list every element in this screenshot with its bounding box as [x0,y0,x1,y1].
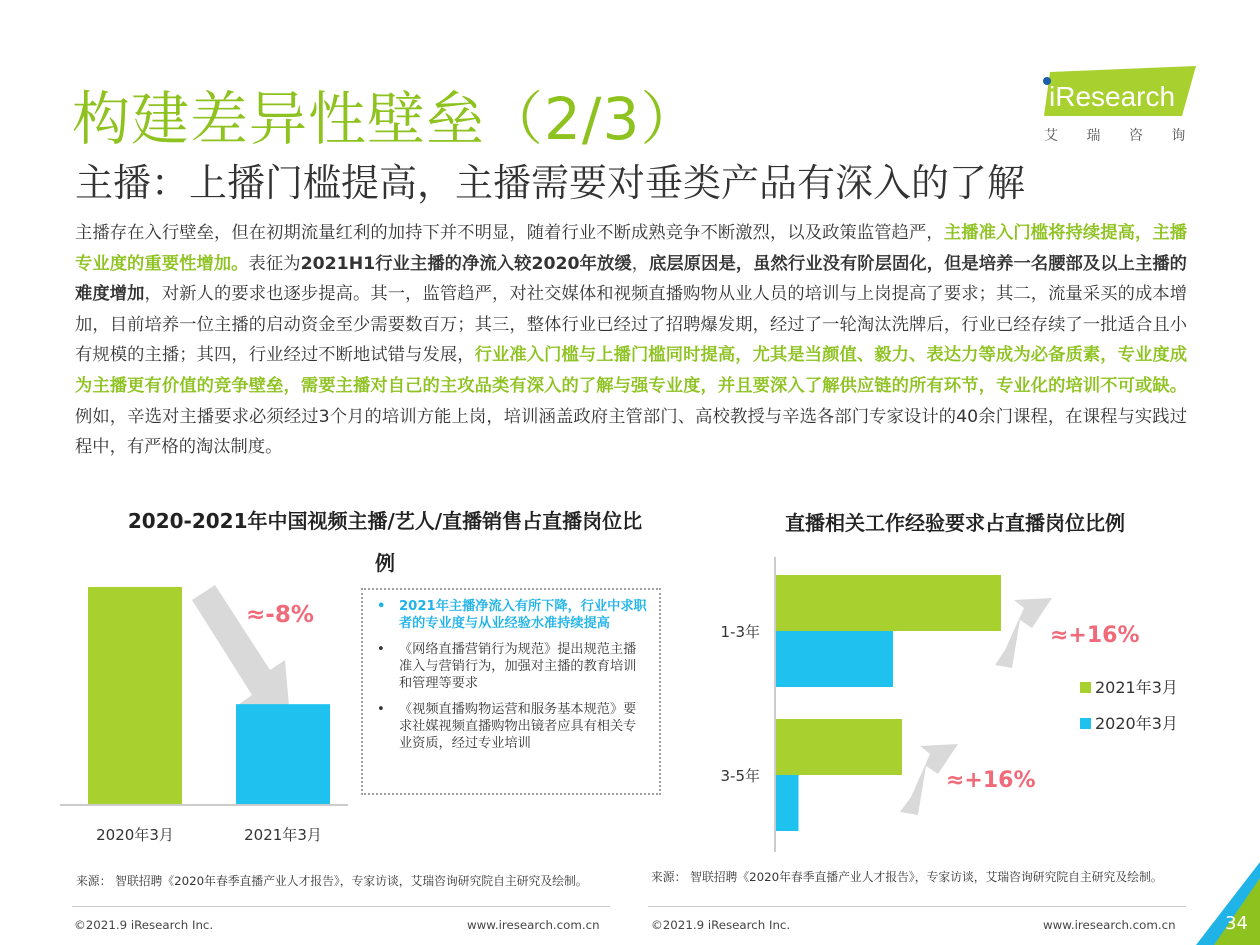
logo-tagline: 艾 瑞 咨 询 [1044,128,1198,144]
footer-copyright-left: ©2021.9 iResearch Inc. [74,918,214,932]
footer-url-right: www.iresearch.com.cn [1043,918,1176,932]
y-tick-label-right-1: 1-3年 [720,623,760,641]
note-item-2: • 《网络直播营销行为规范》提出规范主播准入与营销行为，加强对主播的教育培训和管理等要求 [377,642,637,691]
annotation-right-1: ≈+16% [1050,623,1140,648]
left-chart-title: 2020-2021年中国视频主播/艺人/直播销售占直播岗位比例 [127,509,643,575]
note-item-1: • 2021年主播净流入有所下降，行业中求职者的专业度与从业经验水准持续提高 [377,599,647,631]
body-paragraph: 主播存在入行壁垒，但在初期流量红利的加持下并不明显，随着行业不断成熟竞争不断激烈，以及政策监管趋严，主播准入门槛将持续提高，主播专业度的重要性增加。表征为2021H1行业主播的净流入较2020年放缓，底层原因是，虽然行业没有阶层固化，但是培养一名腰部及以上主播的难度增加，对新人的要求也逐步提高。其一，监管趋严，对社交媒体和视频直播购物从业人员的培训与上岗提高了要求；其二，流量采买的成本增加，目前培养一位主播的启动资金至少需要数百万；其三，整体行业已经过了招聘爆发期，经过了一轮淘汰洗牌后，行业已经存续了一批适合且小有规模的主播；其四，行业经过不断地试错与发展，行业准入门槛与上播门槛同时提高，尤其是当颜值、毅力、表达力等成为必备质素，专业度成为主播更有价值的竞争壁垒，需要主播对自己的主攻品类有深入的了解与强专业度，并且要深入了解供应链的所有环节，专业化的培训不可或缺。例如，辛选对主播要求必须经过3个月的培训方能上岗，培训涵盖政府主管部门、高校教授与辛选各部门专家设计的40余门课程，在课程与实践过程中，有严格的淘汰制度。 [75,223,1187,458]
x-tick-label-left-2: 2021年3月 [244,826,322,844]
source-note-right: 来源： 智联招聘《2020年春季直播产业人才报告》，专家访谈，艾瑞咨询研究院自主研究及绘制。 [651,870,1163,884]
annotation-right-2: ≈+16% [946,768,1036,793]
page-number: 34 [1225,913,1248,934]
page-title: 构建差异性壁垒（2/3） [72,85,700,153]
legend-label-1: 2021年3月 [1095,678,1178,697]
y-tick-label-right-2: 3-5年 [720,767,760,785]
right-chart-title: 直播相关工作经验要求占直播岗位比例 [785,511,1125,535]
note-item-3: • 《视频直播购物运营和服务基本规范》要求社媒视频直播购物出镜者应具有相关专业资质，经过专业培训 [377,702,637,751]
x-tick-label-left-1: 2020年3月 [96,826,174,844]
logo-brand: iResearch [1049,81,1176,112]
footer-url-left: www.iresearch.com.cn [467,918,600,932]
legend-label-2: 2020年3月 [1095,714,1178,733]
source-note-left: 来源： 智联招聘《2020年春季直播产业人才报告》，专家访谈，艾瑞咨询研究院自主研究及绘制。 [76,874,588,888]
footer-copyright-right: ©2021.9 iResearch Inc. [651,918,791,932]
annotation-left: ≈-8% [246,602,314,628]
page-subtitle: 主播：上播门槛提高，主播需要对垂类产品有深入的了解 [75,161,1026,205]
